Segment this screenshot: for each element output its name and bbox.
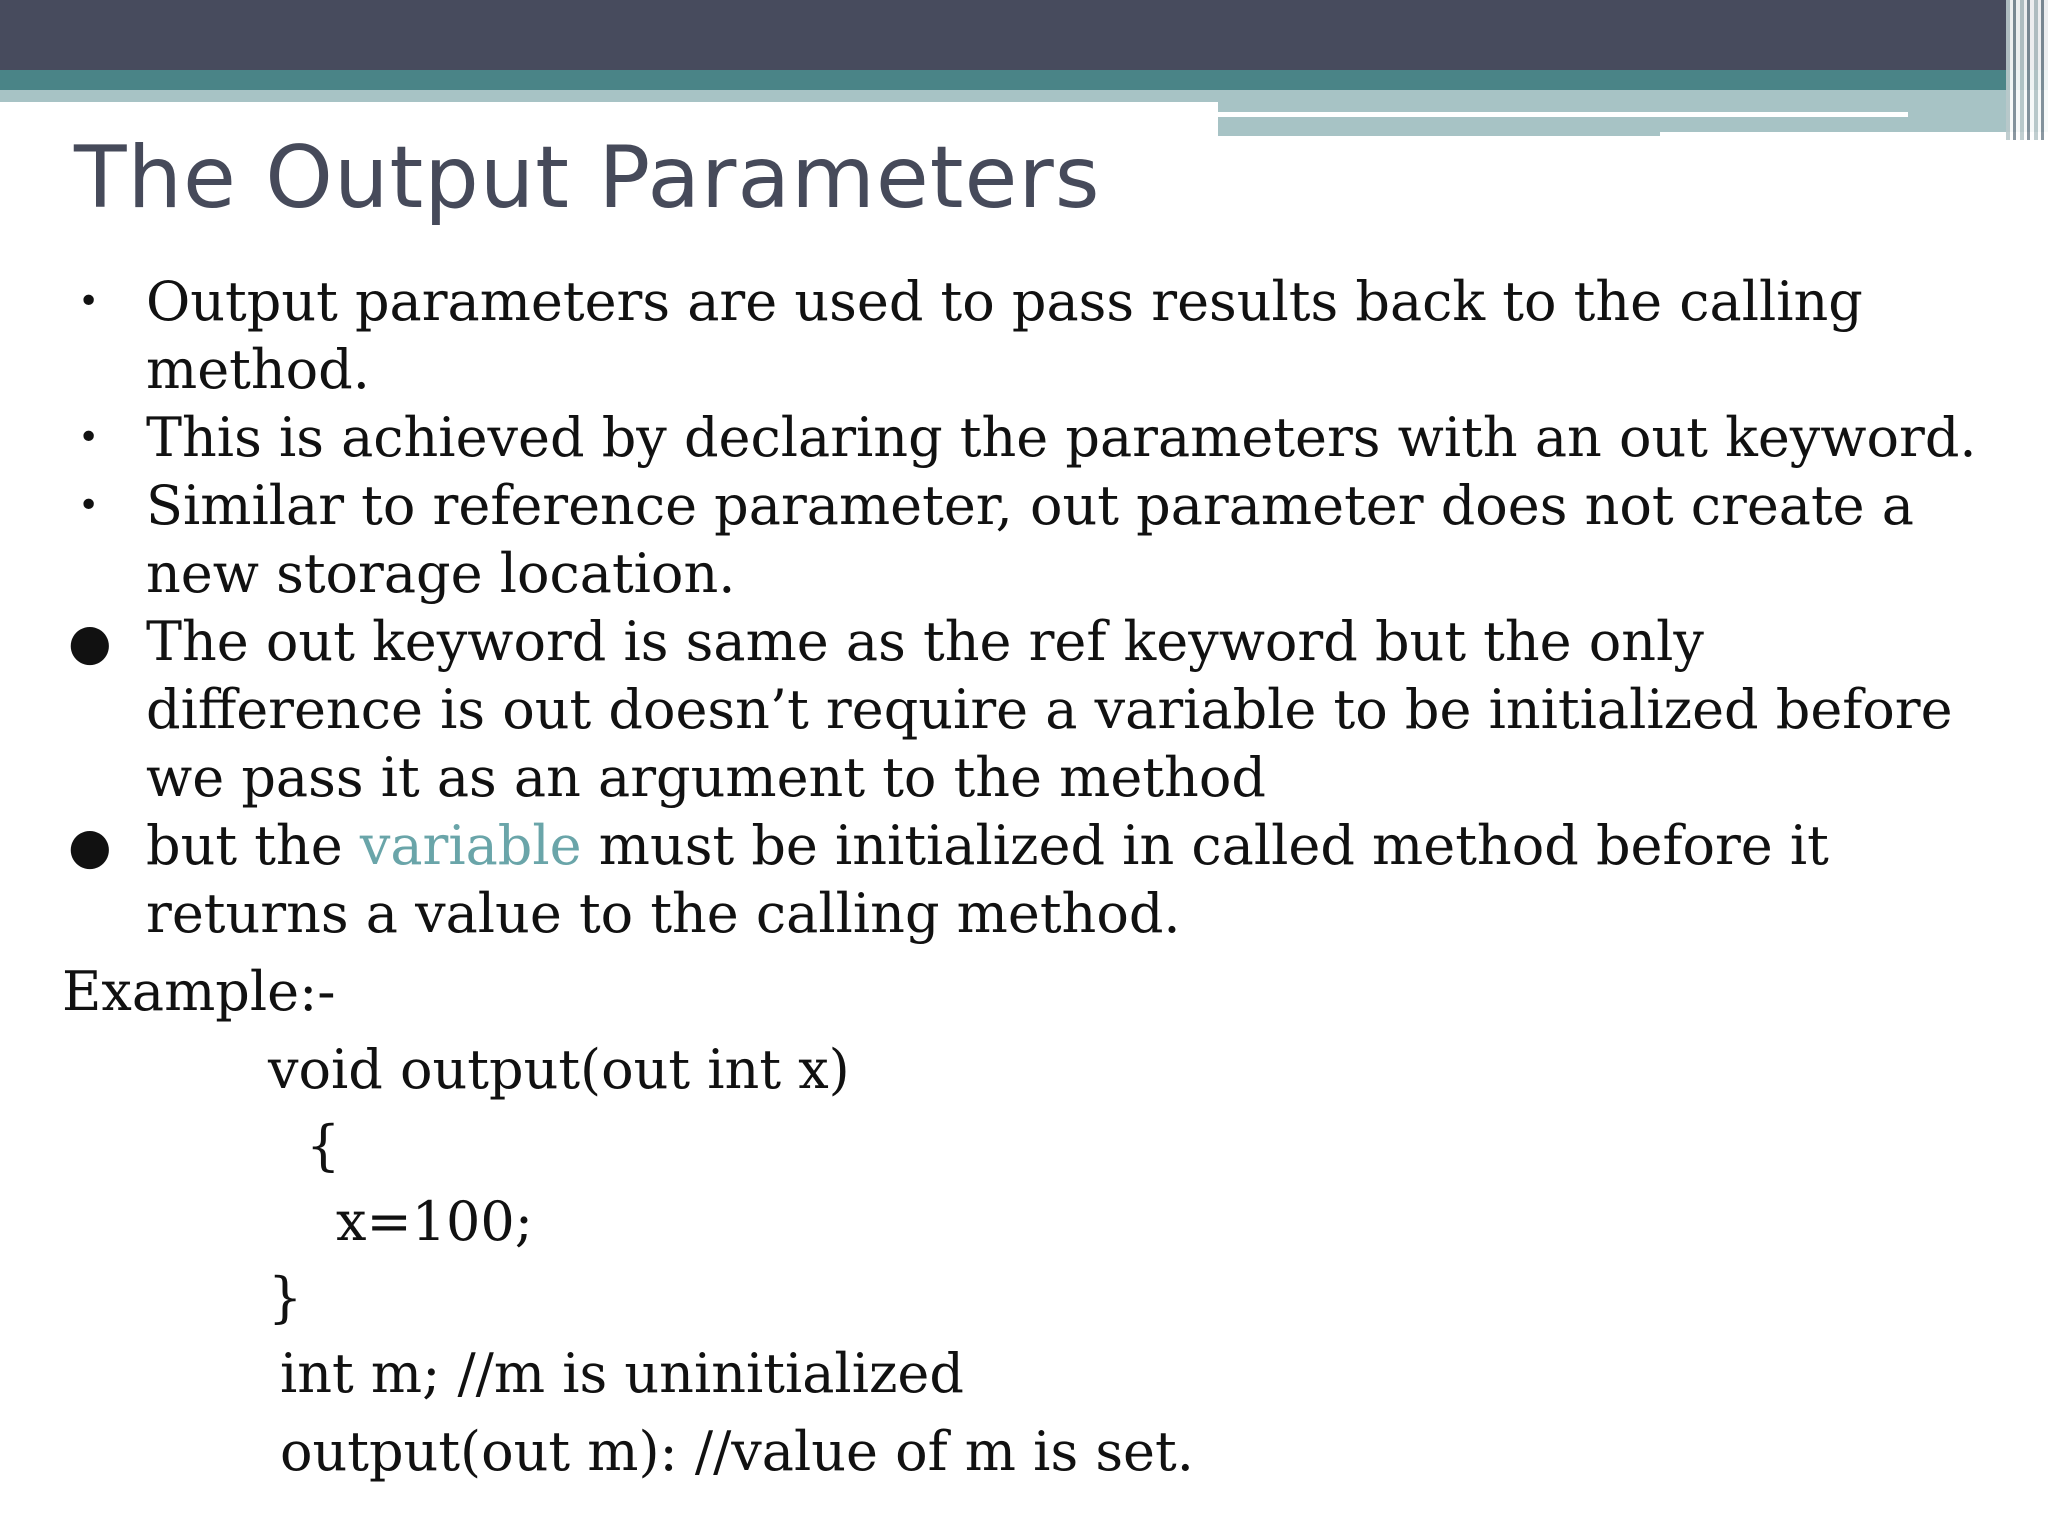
code-line: void output(out int x) [268,1038,850,1101]
code-line: output(out m): //value of m is set. [280,1420,1194,1483]
bullet-text: Output parameters are used to pass results back to the calling method. [146,270,1863,401]
bullet-icon: • [78,485,100,526]
header-dark-bar [0,0,2048,70]
bullet-text-before: but the [146,814,360,877]
code-line: } [268,1266,303,1329]
example-label: Example:- [62,960,336,1023]
bullet-item [60,608,1990,812]
bullet-item [60,404,1990,472]
bullet-icon: • [78,417,100,458]
bullet-text-after: must be initialized in called method before it returns a value to the calling method. [146,814,1829,945]
bullet-item [60,472,1990,608]
bullet-icon: • [78,281,100,322]
header-white-line-short [1660,132,2048,138]
slide-title: The Output Parameters [74,128,1101,228]
highlighted-word: variable [359,814,582,877]
code-line: { [306,1114,341,1177]
bullet-icon: ● [68,817,112,875]
bullet-icon: ● [68,613,112,671]
bullet-list [60,268,1990,948]
bullet-text: The out keyword is same as the ref keyword but the only difference is out doesn’t require a variable to be initialized before we pass it as an argument to the method [146,610,1953,809]
code-line: int m; //m is uninitialized [280,1342,964,1405]
bullet-text: This is achieved by declaring the parameters with an out keyword. [146,406,1977,469]
code-line: x=100; [336,1190,533,1253]
bullet-item [60,812,1990,948]
bullet-item [60,268,1990,404]
header-edge-stripes [2006,0,2048,140]
bullet-text: Similar to reference parameter, out parameter does not create a new storage location. [146,474,1914,605]
header-white-line [1218,112,1908,117]
header-teal-bar [0,70,2048,90]
header-light-bar-left [0,90,1218,102]
